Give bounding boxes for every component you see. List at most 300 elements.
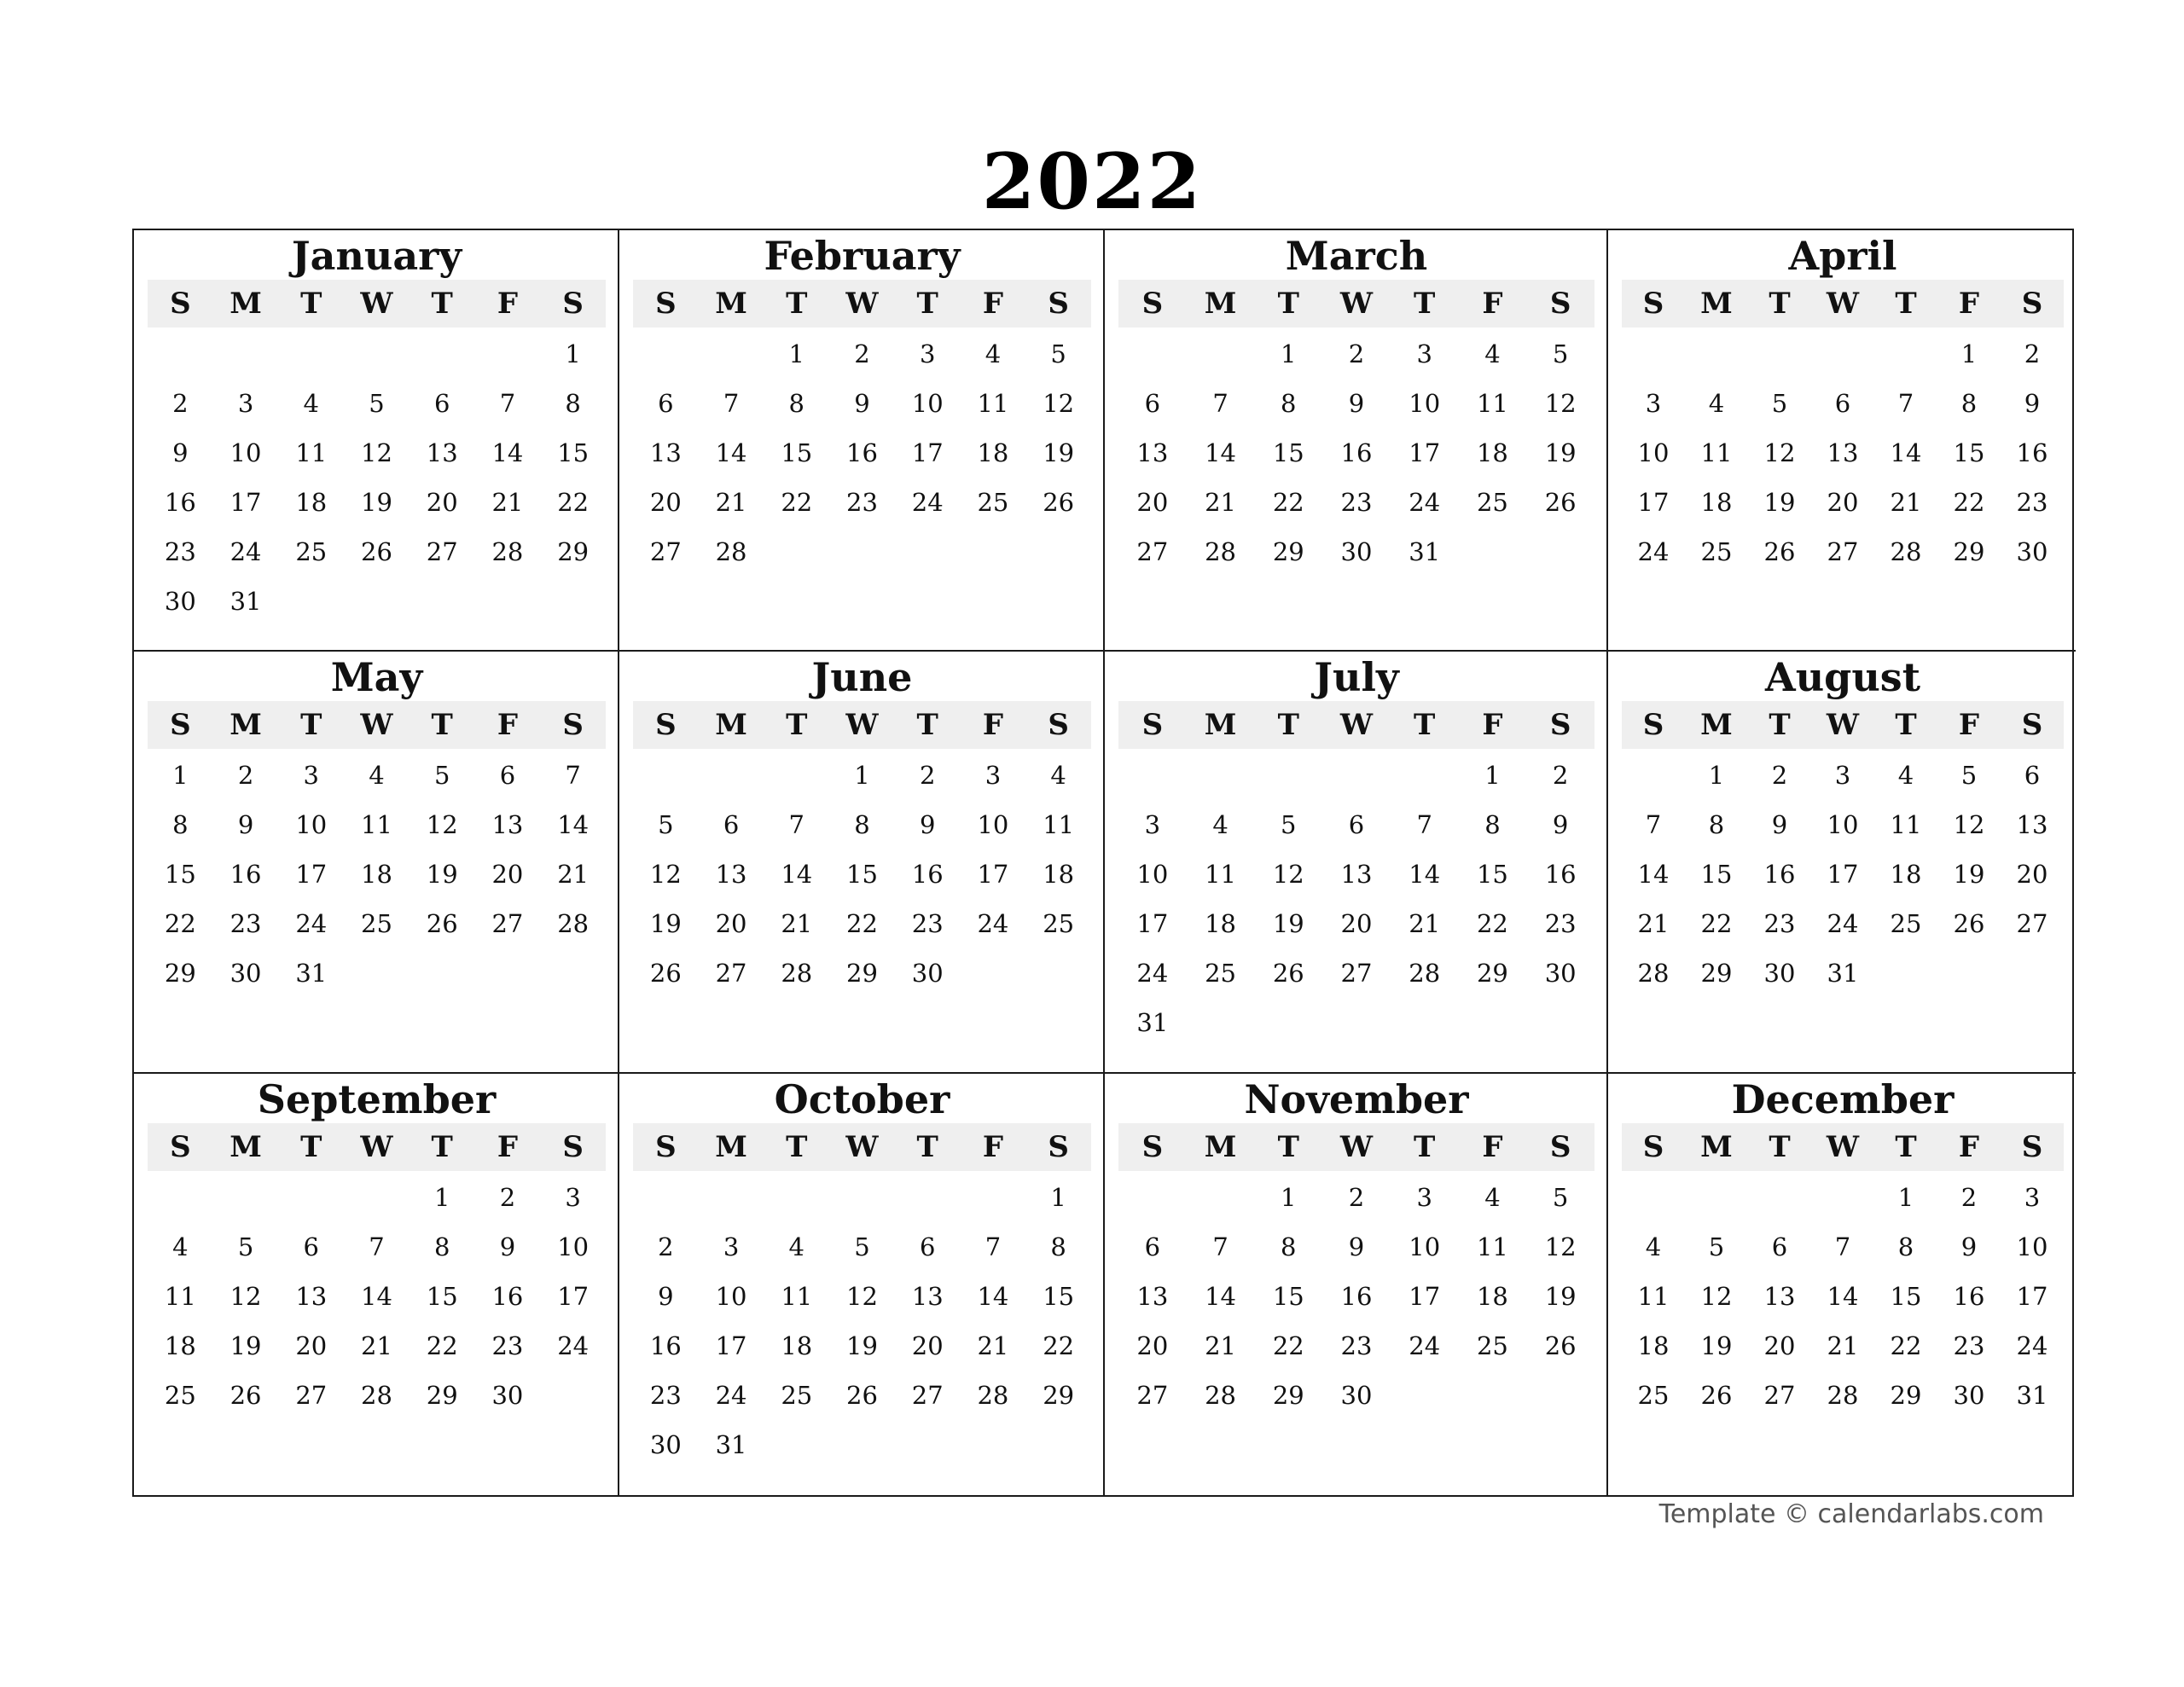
day-cell: 15	[846, 860, 878, 890]
day-cell: 27	[295, 1380, 328, 1410]
day-cell: 29	[1700, 959, 1733, 988]
day-cell: 14	[1409, 860, 1441, 890]
weekday-label: W	[1826, 708, 1860, 743]
day-cell: 20	[1340, 909, 1373, 939]
day-cell: 3	[1144, 810, 1161, 840]
day-cell: 11	[361, 810, 392, 840]
day-cell: 23	[229, 909, 262, 939]
day-cell: 5	[1771, 389, 1788, 418]
empty-day-cell	[410, 329, 475, 379]
day-cell: 2	[2024, 339, 2041, 368]
day-cell: 22	[1476, 909, 1508, 939]
empty-day-cell	[1622, 751, 1685, 800]
day-cell: 2	[919, 761, 936, 791]
day-cell: 24	[557, 1330, 590, 1360]
day-cell: 24	[2016, 1330, 2048, 1360]
day-cell: 5	[1281, 810, 1297, 840]
month-panel-january	[134, 230, 619, 652]
day-cell: 18	[1476, 1281, 1508, 1311]
day-cell: 22	[1043, 1330, 1075, 1360]
day-cell: 29	[1953, 537, 1985, 566]
weekday-label: T	[1414, 287, 1436, 321]
empty-day-cell	[1622, 1173, 1685, 1222]
day-cell: 26	[649, 959, 682, 988]
weekday-label: S	[562, 1129, 584, 1164]
day-cell: 26	[1544, 1330, 1577, 1360]
weekday-label: S	[1642, 287, 1664, 321]
weekday-label: S	[1549, 708, 1571, 743]
day-cell: 31	[295, 959, 328, 988]
day-cell: 14	[781, 860, 813, 890]
day-cell: 6	[1144, 1232, 1161, 1261]
day-cell: 25	[1205, 959, 1237, 988]
weekday-header-row	[1622, 1123, 2064, 1171]
day-cell: 30	[1763, 959, 1796, 988]
day-cell: 30	[1340, 537, 1373, 566]
weekday-label: F	[982, 287, 1003, 321]
day-cell: 13	[491, 810, 524, 840]
day-cell: 20	[1827, 488, 1859, 517]
day-cell: 23	[1763, 909, 1796, 939]
day-cell: 31	[2016, 1380, 2048, 1410]
day-cell: 27	[1136, 1380, 1169, 1410]
day-cell: 21	[1205, 1330, 1237, 1360]
empty-day-cell	[1811, 1173, 1874, 1222]
day-cell: 11	[977, 389, 1009, 418]
day-cell: 23	[1953, 1330, 1985, 1360]
day-cell: 21	[977, 1330, 1009, 1360]
day-grid	[1622, 1173, 2064, 1420]
weekday-label: S	[1642, 708, 1664, 743]
weekday-label: T	[1414, 1129, 1436, 1164]
weekday-label: F	[1958, 287, 1980, 321]
day-cell: 15	[1272, 1281, 1304, 1311]
day-grid	[148, 329, 606, 626]
day-cell: 19	[846, 1330, 878, 1360]
weekday-label: T	[786, 287, 808, 321]
weekday-label: S	[170, 287, 191, 321]
day-cell: 7	[723, 389, 740, 418]
day-cell: 16	[846, 438, 878, 467]
day-cell: 11	[1476, 1232, 1508, 1261]
weekday-label: S	[170, 1129, 191, 1164]
day-cell: 12	[1700, 1281, 1733, 1311]
day-cell: 8	[1281, 389, 1297, 418]
empty-day-cell	[475, 329, 541, 379]
weekday-label: W	[1339, 287, 1374, 321]
month-panel-february	[619, 230, 1105, 652]
day-cell: 1	[1050, 1182, 1066, 1212]
weekday-label: T	[300, 287, 322, 321]
weekday-label: S	[2021, 708, 2043, 743]
day-cell: 8	[1484, 810, 1501, 840]
day-cell: 16	[1340, 1281, 1373, 1311]
day-cell: 11	[1637, 1281, 1670, 1311]
day-cell: 1	[433, 1182, 450, 1212]
day-cell: 8	[854, 810, 870, 840]
day-cell: 9	[237, 810, 254, 840]
empty-day-cell	[1685, 329, 1748, 379]
day-cell: 27	[426, 537, 458, 566]
day-cell: 30	[1340, 1380, 1373, 1410]
day-cell: 3	[1416, 1182, 1432, 1212]
day-cell: 8	[788, 389, 804, 418]
day-cell: 30	[649, 1429, 682, 1459]
weekday-label: S	[1141, 708, 1164, 743]
weekday-label: T	[1414, 708, 1436, 743]
weekday-label: T	[1277, 287, 1299, 321]
day-cell: 20	[295, 1330, 328, 1360]
day-cell: 14	[1890, 438, 1922, 467]
month-panel-march	[1105, 230, 1608, 652]
day-cell: 25	[164, 1380, 196, 1410]
weekday-label: T	[916, 287, 938, 321]
day-cell: 7	[499, 389, 516, 418]
day-cell: 3	[237, 389, 254, 418]
empty-day-cell	[961, 1173, 1026, 1222]
empty-day-cell	[213, 1173, 279, 1222]
day-cell: 1	[1897, 1182, 1914, 1212]
day-cell: 31	[1409, 537, 1441, 566]
day-cell: 19	[229, 1330, 262, 1360]
day-cell: 14	[1205, 438, 1237, 467]
day-cell: 25	[1476, 488, 1508, 517]
day-cell: 26	[846, 1380, 878, 1410]
weekday-label: T	[431, 708, 453, 743]
day-cell: 18	[1205, 909, 1237, 939]
weekday-label: S	[1549, 1129, 1571, 1164]
day-cell: 18	[361, 860, 392, 890]
day-cell: 4	[1897, 761, 1914, 791]
month-name: August	[1765, 654, 1920, 701]
weekday-label: F	[982, 708, 1003, 743]
day-cell: 30	[1544, 959, 1577, 988]
day-cell: 7	[788, 810, 804, 840]
day-cell: 11	[781, 1281, 813, 1311]
day-cell: 8	[1050, 1232, 1066, 1261]
day-cell: 18	[1700, 488, 1733, 517]
day-cell: 3	[723, 1232, 740, 1261]
day-cell: 3	[303, 761, 319, 791]
day-cell: 8	[1960, 389, 1978, 418]
month-panel-august	[1608, 652, 2076, 1073]
day-cell: 17	[295, 860, 328, 890]
day-cell: 7	[985, 1232, 1002, 1261]
day-cell: 12	[649, 860, 682, 890]
empty-day-cell	[764, 751, 829, 800]
day-cell: 22	[426, 1330, 458, 1360]
day-cell: 31	[229, 587, 262, 616]
weekday-label: T	[786, 708, 808, 743]
day-cell: 19	[1043, 438, 1075, 467]
day-cell: 10	[1637, 438, 1670, 467]
day-cell: 15	[1476, 860, 1508, 890]
day-cell: 27	[1340, 959, 1373, 988]
day-cell: 4	[1050, 761, 1066, 791]
day-cell: 24	[715, 1380, 747, 1410]
day-cell: 24	[295, 909, 328, 939]
day-cell: 23	[1340, 488, 1373, 517]
month-name: January	[291, 233, 462, 279]
day-cell: 25	[361, 909, 392, 939]
day-cell: 21	[1409, 909, 1441, 939]
day-cell: 18	[1043, 860, 1075, 890]
day-cell: 13	[295, 1281, 328, 1311]
month-name: March	[1285, 233, 1428, 279]
empty-day-cell	[1118, 1173, 1187, 1222]
day-cell: 9	[919, 810, 936, 840]
calendar-year-title: 2022	[981, 136, 1203, 227]
empty-day-cell	[344, 1173, 410, 1222]
day-cell: 20	[1136, 488, 1169, 517]
day-cell: 13	[715, 860, 747, 890]
weekday-label: M	[229, 708, 262, 743]
weekday-header-row	[1118, 701, 1594, 749]
day-cell: 29	[557, 537, 590, 566]
weekday-label: T	[1769, 1129, 1791, 1164]
day-cell: 4	[1212, 810, 1228, 840]
weekday-header-row	[633, 280, 1091, 328]
weekday-label: T	[1769, 708, 1791, 743]
day-cell: 21	[1827, 1330, 1859, 1360]
day-cell: 10	[295, 810, 328, 840]
day-cell: 24	[977, 909, 1009, 939]
day-cell: 2	[1348, 1182, 1365, 1212]
day-cell: 2	[1771, 761, 1788, 791]
day-cell: 25	[1890, 909, 1922, 939]
weekday-label: W	[1339, 1129, 1374, 1164]
day-cell: 27	[491, 909, 524, 939]
day-cell: 17	[1409, 438, 1441, 467]
day-cell: 17	[1637, 488, 1670, 517]
day-cell: 16	[491, 1281, 524, 1311]
day-cell: 23	[1544, 909, 1577, 939]
month-name: November	[1244, 1075, 1469, 1122]
day-cell: 12	[1763, 438, 1796, 467]
day-cell: 22	[1272, 1330, 1304, 1360]
day-cell: 15	[1043, 1281, 1075, 1311]
day-cell: 17	[1136, 909, 1169, 939]
day-cell: 16	[1340, 438, 1373, 467]
day-cell: 14	[361, 1281, 392, 1311]
day-cell: 7	[369, 1232, 385, 1261]
day-cell: 13	[911, 1281, 944, 1311]
day-cell: 22	[1953, 488, 1985, 517]
weekday-label: S	[1048, 287, 1069, 321]
day-cell: 3	[565, 1182, 581, 1212]
day-cell: 22	[557, 488, 590, 517]
weekday-label: S	[562, 708, 584, 743]
day-cell: 13	[1763, 1281, 1796, 1311]
day-cell: 20	[1763, 1330, 1796, 1360]
day-cell: 29	[1272, 1380, 1304, 1410]
day-cell: 8	[172, 810, 189, 840]
weekday-label: F	[1482, 1129, 1503, 1164]
day-cell: 4	[1708, 389, 1725, 418]
weekday-label: T	[300, 1129, 322, 1164]
weekday-label: W	[360, 287, 393, 321]
weekday-label: M	[229, 287, 262, 321]
month-panel-april	[1608, 230, 2076, 652]
day-cell: 15	[557, 438, 590, 467]
day-cell: 16	[2016, 438, 2048, 467]
day-cell: 23	[2016, 488, 2048, 517]
day-cell: 23	[491, 1330, 524, 1360]
day-cell: 28	[491, 537, 524, 566]
day-cell: 17	[977, 860, 1009, 890]
empty-day-cell	[829, 1173, 895, 1222]
month-panel-october	[619, 1074, 1105, 1495]
day-cell: 13	[426, 438, 458, 467]
day-cell: 24	[1409, 488, 1441, 517]
weekday-label: S	[1141, 287, 1164, 321]
weekday-label: T	[431, 1129, 453, 1164]
day-cell: 18	[1890, 860, 1922, 890]
day-cell: 4	[1645, 1232, 1662, 1261]
day-cell: 5	[1552, 1182, 1569, 1212]
weekday-label: T	[431, 287, 453, 321]
month-name: October	[774, 1075, 950, 1122]
day-cell: 26	[1544, 488, 1577, 517]
day-cell: 10	[1827, 810, 1859, 840]
day-cell: 19	[649, 909, 682, 939]
day-cell: 1	[565, 339, 581, 368]
day-cell: 30	[491, 1380, 524, 1410]
day-cell: 28	[1827, 1380, 1859, 1410]
empty-day-cell	[1685, 1173, 1748, 1222]
day-cell: 30	[2016, 537, 2048, 566]
weekday-label: W	[845, 708, 879, 743]
day-cell: 2	[658, 1232, 674, 1261]
month-panel-june	[619, 652, 1105, 1073]
day-cell: 15	[426, 1281, 458, 1311]
day-cell: 14	[1205, 1281, 1237, 1311]
day-cell: 29	[846, 959, 878, 988]
day-cell: 19	[1272, 909, 1304, 939]
calendar-grid	[132, 229, 2074, 1497]
day-cell: 14	[1827, 1281, 1859, 1311]
day-cell: 28	[781, 959, 813, 988]
weekday-label: M	[1700, 1129, 1733, 1164]
day-cell: 14	[557, 810, 590, 840]
day-cell: 27	[911, 1380, 944, 1410]
day-cell: 13	[1340, 860, 1373, 890]
day-cell: 28	[1205, 537, 1237, 566]
empty-day-cell	[1187, 751, 1255, 800]
day-cell: 29	[1890, 1380, 1922, 1410]
day-cell: 6	[2024, 761, 2041, 791]
day-cell: 25	[1700, 537, 1733, 566]
weekday-label: F	[1958, 708, 1980, 743]
weekday-header-row	[1118, 280, 1594, 328]
day-cell: 6	[303, 1232, 319, 1261]
empty-day-cell	[1622, 329, 1685, 379]
month-name: May	[330, 654, 423, 701]
day-cell: 12	[1043, 389, 1075, 418]
day-cell: 13	[1827, 438, 1859, 467]
day-cell: 26	[1700, 1380, 1733, 1410]
day-cell: 2	[1552, 761, 1569, 791]
weekday-header-row	[1622, 280, 2064, 328]
day-cell: 6	[1771, 1232, 1788, 1261]
day-cell: 7	[1416, 810, 1432, 840]
day-cell: 7	[1212, 389, 1228, 418]
day-cell: 6	[723, 810, 740, 840]
weekday-label: T	[1277, 1129, 1299, 1164]
weekday-label: W	[1339, 708, 1374, 743]
day-cell: 12	[1544, 389, 1577, 418]
day-cell: 22	[1890, 1330, 1922, 1360]
weekday-label: F	[982, 1129, 1003, 1164]
day-cell: 18	[1637, 1330, 1670, 1360]
month-name: December	[1731, 1075, 1955, 1122]
day-cell: 12	[846, 1281, 878, 1311]
day-cell: 10	[229, 438, 262, 467]
day-cell: 27	[1763, 1380, 1796, 1410]
day-cell: 6	[919, 1232, 936, 1261]
day-cell: 30	[164, 587, 196, 616]
month-name: September	[257, 1075, 497, 1122]
day-cell: 14	[1637, 860, 1670, 890]
day-cell: 22	[1700, 909, 1733, 939]
month-name: June	[811, 654, 913, 701]
day-cell: 9	[499, 1232, 516, 1261]
day-cell: 24	[1409, 1330, 1441, 1360]
weekday-label: T	[786, 1129, 808, 1164]
day-cell: 21	[1205, 488, 1237, 517]
month-panel-december	[1608, 1074, 2076, 1495]
day-cell: 28	[715, 537, 747, 566]
day-cell: 27	[1827, 537, 1859, 566]
month-name: July	[1314, 654, 1399, 701]
day-cell: 28	[1637, 959, 1670, 988]
day-cell: 17	[229, 488, 262, 517]
day-cell: 17	[2016, 1281, 2048, 1311]
day-cell: 19	[1953, 860, 1985, 890]
weekday-label: S	[170, 708, 191, 743]
day-cell: 6	[1834, 389, 1851, 418]
day-cell: 1	[1281, 1182, 1297, 1212]
day-cell: 12	[1544, 1232, 1577, 1261]
day-cell: 16	[911, 860, 944, 890]
weekday-label: S	[1642, 1129, 1664, 1164]
day-cell: 20	[649, 488, 682, 517]
day-cell: 25	[977, 488, 1009, 517]
weekday-label: M	[1204, 708, 1237, 743]
day-grid	[1118, 329, 1594, 577]
day-cell: 21	[1637, 909, 1670, 939]
day-cell: 4	[369, 761, 385, 791]
month-name: April	[1788, 233, 1897, 279]
day-cell: 9	[854, 389, 870, 418]
day-cell: 2	[1960, 1182, 1978, 1212]
day-cell: 8	[565, 389, 581, 418]
day-cell: 17	[1409, 1281, 1441, 1311]
day-cell: 18	[781, 1330, 813, 1360]
weekday-label: S	[1048, 708, 1069, 743]
day-cell: 19	[1544, 438, 1577, 467]
empty-day-cell	[1187, 1173, 1255, 1222]
weekday-label: S	[655, 1129, 677, 1164]
day-cell: 27	[715, 959, 747, 988]
weekday-label: S	[562, 287, 584, 321]
weekday-header-row	[633, 1123, 1091, 1171]
day-cell: 21	[557, 860, 590, 890]
day-cell: 30	[229, 959, 262, 988]
day-cell: 9	[1960, 1232, 1978, 1261]
day-cell: 10	[1136, 860, 1169, 890]
day-cell: 6	[658, 389, 674, 418]
